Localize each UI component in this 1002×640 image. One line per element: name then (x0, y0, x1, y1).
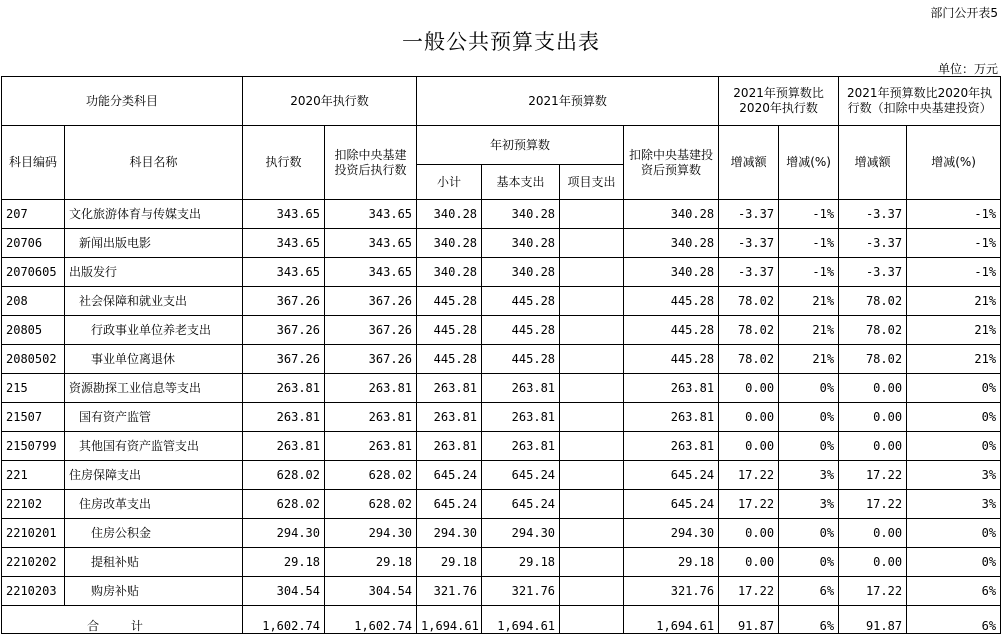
cell-subtotal: 445.28 (417, 316, 482, 345)
cell-inc-pct2: -1% (907, 200, 1001, 229)
cell-inc-pct2: 6% (907, 577, 1001, 606)
cell-code: 221 (2, 461, 65, 490)
cell-inc-amt2: 0.00 (839, 374, 907, 403)
header-exec-2020: 2020年执行数 (243, 77, 417, 126)
cell-inc-amt2: 78.02 (839, 287, 907, 316)
cell-inc-amt2: 17.22 (839, 461, 907, 490)
cell-exec: 628.02 (243, 490, 325, 519)
cell-subtotal: 340.28 (417, 200, 482, 229)
cell-exec: 29.18 (243, 548, 325, 577)
cell-exec-excl: 628.02 (325, 461, 417, 490)
cell-subtotal: 263.81 (417, 432, 482, 461)
cell-inc-pct2: 3% (907, 490, 1001, 519)
cell-inc-amt: 0.00 (719, 519, 779, 548)
table-row (2, 316, 1001, 345)
total-subtotal: 1,694.61 (417, 606, 482, 634)
total-basic: 1,694.61 (482, 606, 560, 634)
cell-basic: 340.28 (482, 229, 560, 258)
cell-basic: 445.28 (482, 345, 560, 374)
cell-basic: 294.30 (482, 519, 560, 548)
header-func-class: 功能分类科目 (2, 77, 243, 126)
cell-inc-amt: 78.02 (719, 316, 779, 345)
header-row-1 (2, 77, 1001, 126)
cell-exec-excl: 343.65 (325, 200, 417, 229)
cell-name: 文化旅游体育与传媒支出 (65, 200, 243, 229)
cell-project (560, 519, 624, 548)
cell-subtotal: 445.28 (417, 345, 482, 374)
total-budget-excl: 1,694.61 (624, 606, 719, 634)
total-exec: 1,602.74 (243, 606, 325, 634)
cell-name: 新闻出版电影 (65, 229, 243, 258)
cell-code: 2210202 (2, 548, 65, 577)
cell-basic: 263.81 (482, 432, 560, 461)
cell-subtotal: 340.28 (417, 258, 482, 287)
cell-code: 21507 (2, 403, 65, 432)
cell-name: 其他国有资产监管支出 (65, 432, 243, 461)
cell-inc-pct: 0% (779, 432, 839, 461)
cell-inc-amt: 0.00 (719, 548, 779, 577)
header-inc-pct: 增减(%) (779, 126, 839, 200)
cell-budget-excl: 29.18 (624, 548, 719, 577)
header-basic: 基本支出 (482, 165, 560, 200)
cell-subtotal: 645.24 (417, 461, 482, 490)
total-project (560, 606, 624, 634)
cell-exec-excl: 263.81 (325, 432, 417, 461)
cell-name: 行政事业单位养老支出 (65, 316, 243, 345)
cell-inc-amt2: 0.00 (839, 432, 907, 461)
cell-inc-amt: 0.00 (719, 403, 779, 432)
cell-exec-excl: 263.81 (325, 374, 417, 403)
header-exec: 执行数 (243, 126, 325, 200)
cell-inc-amt: -3.37 (719, 200, 779, 229)
cell-inc-pct: 3% (779, 490, 839, 519)
cell-name: 购房补贴 (65, 577, 243, 606)
cell-inc-amt2: 17.22 (839, 490, 907, 519)
table-row (2, 258, 1001, 287)
cell-inc-pct: 21% (779, 316, 839, 345)
cell-inc-amt2: -3.37 (839, 200, 907, 229)
cell-inc-pct2: 0% (907, 432, 1001, 461)
cell-exec-excl: 367.26 (325, 316, 417, 345)
header-budget-excl: 扣除中央基建投资后预算数 (624, 126, 719, 200)
cell-project (560, 432, 624, 461)
table-row (2, 345, 1001, 374)
cell-budget-excl: 263.81 (624, 403, 719, 432)
cell-inc-amt: 78.02 (719, 345, 779, 374)
cell-code: 208 (2, 287, 65, 316)
cell-inc-amt2: 17.22 (839, 577, 907, 606)
cell-name: 住房公积金 (65, 519, 243, 548)
cell-inc-pct2: -1% (907, 229, 1001, 258)
cell-inc-pct: 3% (779, 461, 839, 490)
cell-exec-excl: 343.65 (325, 229, 417, 258)
total-row (2, 606, 1001, 634)
cell-exec-excl: 29.18 (325, 548, 417, 577)
cell-inc-pct: 6% (779, 577, 839, 606)
cell-inc-amt: 0.00 (719, 432, 779, 461)
cell-name: 资源勘探工业信息等支出 (65, 374, 243, 403)
header-budget-2021: 2021年预算数 (417, 77, 719, 126)
cell-project (560, 287, 624, 316)
cell-inc-amt2: -3.37 (839, 258, 907, 287)
cell-inc-pct: 0% (779, 403, 839, 432)
cell-inc-pct: 0% (779, 548, 839, 577)
header-inc-amt-2: 增减额 (839, 126, 907, 200)
cell-inc-pct2: 0% (907, 548, 1001, 577)
table-row (2, 577, 1001, 606)
total-inc-amt: 91.87 (719, 606, 779, 634)
cell-basic: 445.28 (482, 287, 560, 316)
cell-code: 2210203 (2, 577, 65, 606)
table-row (2, 490, 1001, 519)
cell-exec: 304.54 (243, 577, 325, 606)
cell-basic: 340.28 (482, 258, 560, 287)
cell-subtotal: 445.28 (417, 287, 482, 316)
total-inc-pct: 6% (779, 606, 839, 634)
cell-code: 2070605 (2, 258, 65, 287)
cell-budget-excl: 445.28 (624, 316, 719, 345)
cell-exec: 343.65 (243, 200, 325, 229)
cell-name: 住房改革支出 (65, 490, 243, 519)
cell-exec-excl: 304.54 (325, 577, 417, 606)
cell-inc-pct2: 0% (907, 374, 1001, 403)
total-label: 合 计 (2, 606, 243, 634)
total-inc-pct-2: 6% (907, 606, 1001, 634)
cell-inc-amt: -3.37 (719, 229, 779, 258)
cell-name: 出版发行 (65, 258, 243, 287)
cell-subtotal: 29.18 (417, 548, 482, 577)
header-project: 项目支出 (560, 165, 624, 200)
header-subtotal: 小计 (417, 165, 482, 200)
header-inc-pct-2: 增减(%) (907, 126, 1001, 200)
cell-exec: 343.65 (243, 258, 325, 287)
cell-basic: 340.28 (482, 200, 560, 229)
cell-exec-excl: 367.26 (325, 287, 417, 316)
cell-exec-excl: 628.02 (325, 490, 417, 519)
cell-code: 2080502 (2, 345, 65, 374)
unit-label: 单位：万元 (937, 62, 998, 76)
cell-inc-pct2: 21% (907, 345, 1001, 374)
header-initial-budget: 年初预算数 (417, 126, 624, 165)
cell-budget-excl: 645.24 (624, 461, 719, 490)
cell-exec: 294.30 (243, 519, 325, 548)
cell-budget-excl: 340.28 (624, 200, 719, 229)
cell-inc-pct: 21% (779, 287, 839, 316)
table-row (2, 287, 1001, 316)
cell-inc-pct: -1% (779, 200, 839, 229)
cell-budget-excl: 445.28 (624, 287, 719, 316)
cell-exec: 367.26 (243, 316, 325, 345)
cell-subtotal: 645.24 (417, 490, 482, 519)
header-compare-exec: 2021年预算数比2020年执行数 (719, 77, 839, 126)
cell-exec-excl: 263.81 (325, 403, 417, 432)
cell-subtotal: 294.30 (417, 519, 482, 548)
cell-inc-pct: 0% (779, 374, 839, 403)
header-exec-excl: 扣除中央基建投资后执行数 (325, 126, 417, 200)
cell-inc-pct: 21% (779, 345, 839, 374)
total-inc-amt-2: 91.87 (839, 606, 907, 634)
cell-exec-excl: 367.26 (325, 345, 417, 374)
cell-code: 215 (2, 374, 65, 403)
cell-inc-pct: 0% (779, 519, 839, 548)
cell-inc-amt2: 78.02 (839, 345, 907, 374)
cell-exec: 343.65 (243, 229, 325, 258)
cell-inc-pct: -1% (779, 229, 839, 258)
cell-exec: 263.81 (243, 403, 325, 432)
cell-exec: 367.26 (243, 345, 325, 374)
cell-inc-pct2: 0% (907, 403, 1001, 432)
cell-code: 2150799 (2, 432, 65, 461)
table-row (2, 461, 1001, 490)
table-row (2, 432, 1001, 461)
cell-inc-amt2: 0.00 (839, 519, 907, 548)
cell-budget-excl: 294.30 (624, 519, 719, 548)
cell-exec: 367.26 (243, 287, 325, 316)
cell-inc-pct2: -1% (907, 258, 1001, 287)
cell-inc-amt2: -3.37 (839, 229, 907, 258)
cell-inc-pct2: 21% (907, 287, 1001, 316)
cell-basic: 645.24 (482, 490, 560, 519)
cell-inc-amt2: 0.00 (839, 403, 907, 432)
cell-subtotal: 321.76 (417, 577, 482, 606)
cell-project (560, 461, 624, 490)
cell-project (560, 258, 624, 287)
table-row (2, 200, 1001, 229)
cell-code: 22102 (2, 490, 65, 519)
table-row (2, 403, 1001, 432)
cell-subtotal: 263.81 (417, 403, 482, 432)
table-row (2, 519, 1001, 548)
cell-name: 事业单位离退休 (65, 345, 243, 374)
cell-inc-pct2: 3% (907, 461, 1001, 490)
cell-budget-excl: 445.28 (624, 345, 719, 374)
header-row-2 (2, 126, 1001, 165)
cell-project (560, 577, 624, 606)
cell-exec: 263.81 (243, 432, 325, 461)
cell-code: 20805 (2, 316, 65, 345)
cell-inc-amt: 78.02 (719, 287, 779, 316)
table-row (2, 229, 1001, 258)
total-exec-excl: 1,602.74 (325, 606, 417, 634)
cell-code: 2210201 (2, 519, 65, 548)
cell-inc-pct: -1% (779, 258, 839, 287)
cell-name: 社会保障和就业支出 (65, 287, 243, 316)
cell-exec: 628.02 (243, 461, 325, 490)
cell-inc-pct2: 21% (907, 316, 1001, 345)
cell-budget-excl: 263.81 (624, 432, 719, 461)
header-code: 科目编码 (2, 126, 65, 200)
cell-basic: 445.28 (482, 316, 560, 345)
cell-inc-amt: 17.22 (719, 577, 779, 606)
header-compare-excl: 2021年预算数比2020年执行数（扣除中央基建投资） (839, 77, 1001, 126)
cell-project (560, 229, 624, 258)
table-row (2, 548, 1001, 577)
cell-project (560, 316, 624, 345)
cell-project (560, 490, 624, 519)
cell-inc-amt: -3.37 (719, 258, 779, 287)
cell-code: 20706 (2, 229, 65, 258)
cell-budget-excl: 645.24 (624, 490, 719, 519)
cell-basic: 645.24 (482, 461, 560, 490)
cell-name: 住房保障支出 (65, 461, 243, 490)
cell-inc-amt: 0.00 (719, 374, 779, 403)
cell-basic: 263.81 (482, 403, 560, 432)
cell-inc-amt2: 78.02 (839, 316, 907, 345)
cell-subtotal: 263.81 (417, 374, 482, 403)
cell-project (560, 200, 624, 229)
cell-project (560, 345, 624, 374)
table-row (2, 374, 1001, 403)
cell-exec-excl: 343.65 (325, 258, 417, 287)
budget-expenditure-table (1, 76, 1001, 634)
cell-inc-pct2: 0% (907, 519, 1001, 548)
cell-inc-amt2: 0.00 (839, 548, 907, 577)
cell-project (560, 374, 624, 403)
cell-project (560, 403, 624, 432)
cell-project (560, 548, 624, 577)
cell-name: 国有资产监管 (65, 403, 243, 432)
page-title: 一般公共预算支出表 (402, 30, 600, 54)
cell-budget-excl: 340.28 (624, 229, 719, 258)
cell-name: 提租补贴 (65, 548, 243, 577)
cell-budget-excl: 340.28 (624, 258, 719, 287)
cell-exec: 263.81 (243, 374, 325, 403)
header-inc-amt: 增减额 (719, 126, 779, 200)
cell-basic: 29.18 (482, 548, 560, 577)
header-name: 科目名称 (65, 126, 243, 200)
cell-exec-excl: 294.30 (325, 519, 417, 548)
cell-budget-excl: 263.81 (624, 374, 719, 403)
cell-inc-amt: 17.22 (719, 490, 779, 519)
cell-code: 207 (2, 200, 65, 229)
cell-basic: 263.81 (482, 374, 560, 403)
cell-subtotal: 340.28 (417, 229, 482, 258)
cell-budget-excl: 321.76 (624, 577, 719, 606)
table-number-note: 部门公开表5 (930, 6, 998, 20)
cell-inc-amt: 17.22 (719, 461, 779, 490)
cell-basic: 321.76 (482, 577, 560, 606)
